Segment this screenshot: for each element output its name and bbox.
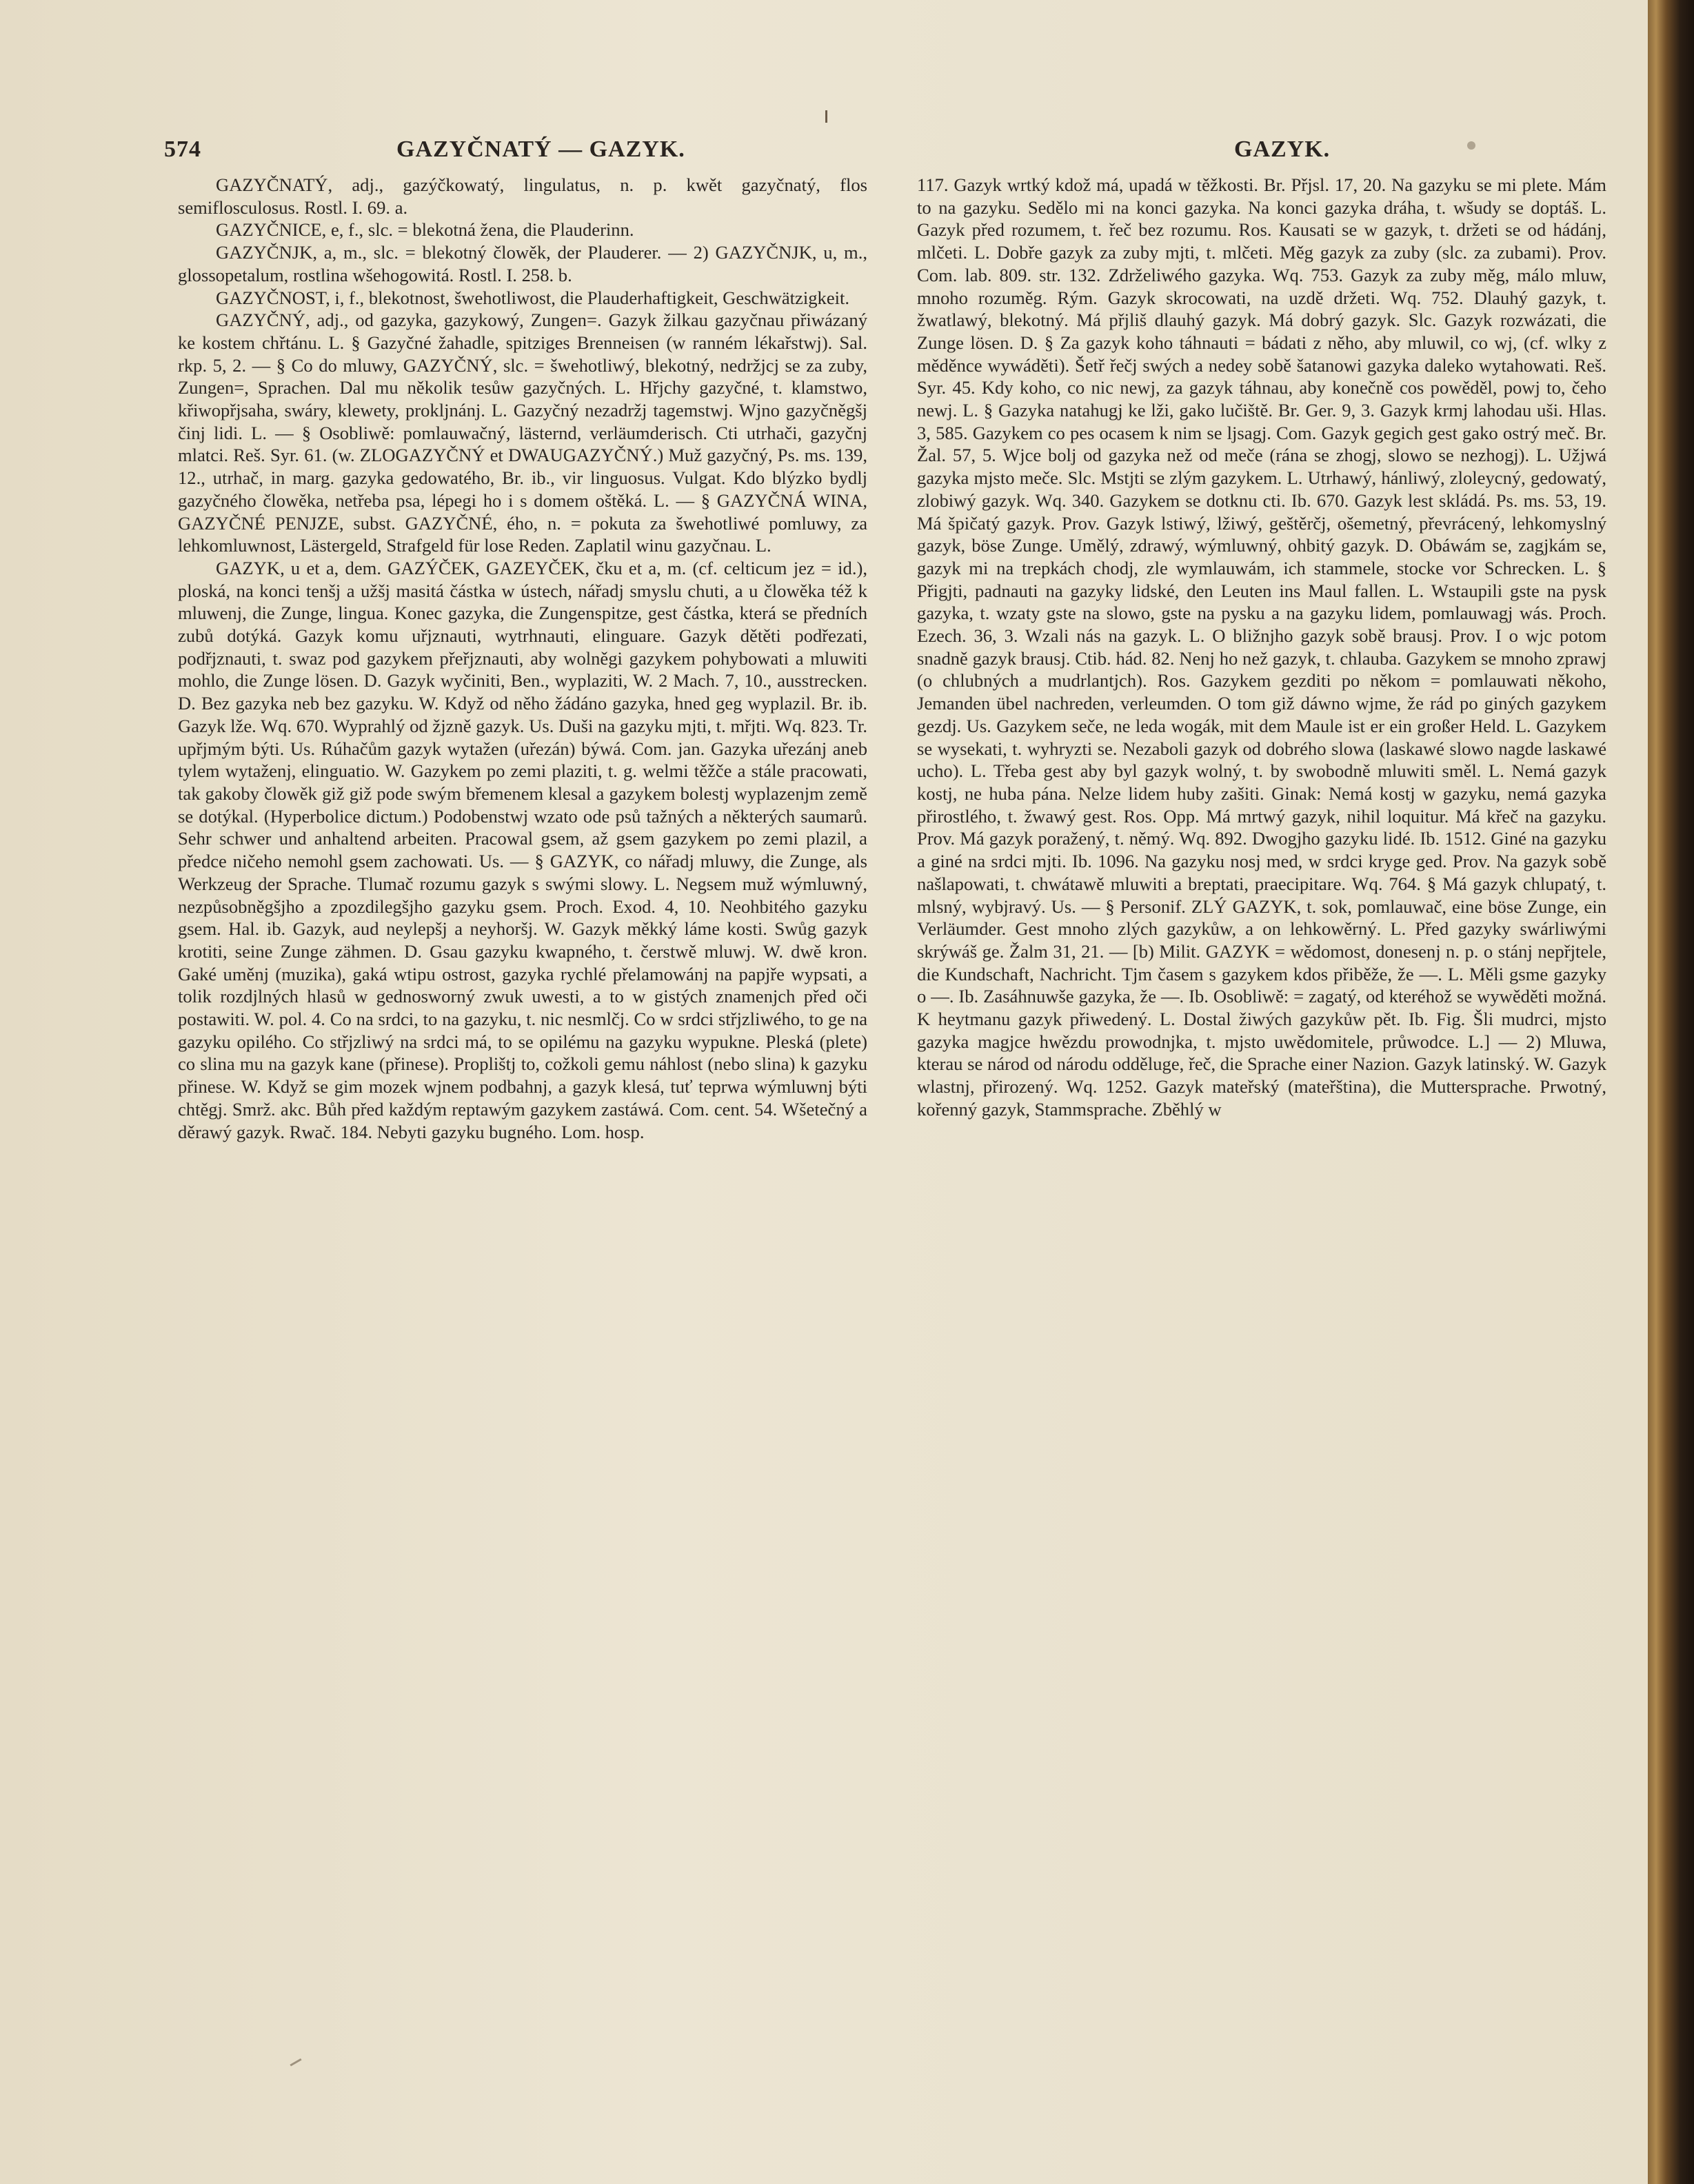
entry-gazycnice: GAZYČNICE, e, f., slc. = blekotná žena, die Plauderinn. xyxy=(216,219,634,241)
print-speck xyxy=(825,110,827,123)
book-spine-edge xyxy=(1648,0,1694,2184)
entry-gazycny: GAZYČNÝ, adj., od gazyka, gazykowý, Zungen=. Gazyk žilkau gazyčnau přiwázaný ke kostem chřtánu. L. § Gazyčné žahadle, spitziges Brenneisen (w ranném lékařstwj). Sal. rkp. 5, 2. — § Co do mluwy, GAZYČNÝ, slc. = šwehotliwý, blekotný, nedržjcj se za zuby, Zungen=, Sprachen. Dal mu několik tesůw gazyčných. L. Hřjchy gazyčné, t. klamstwo, křiwopřjsaha, swáry, klewety, prokljnánj. L. Gazyčný nezadržj tagemstwj. Wjno gazyčněgšj činj lidi. L. — § Osobliwě: pomlauwačný, lästernd, verläumderisch. Cti utrhači, gazyčnj mlatci. Reš. Syr. 61. (w. ZLOGAZYČNÝ et DWAUGAZYČNÝ.) Muž gazyčný, Ps. ms. 139, 12., utrhač, in marg. gazyka gedowatého, Br. ib., vir linguosus. Vulgat. Kdo blýzko bydlj gazyčného člowěka, netřeba psa, lépegi ho i s domem oštěká. L. — § GAZYČNÁ WINA, GAZYČNÉ PENJZE, subst. GAZYČNÉ, ého, n. = pokuta za šwehotliwé pomluwy, za lehkomluwnost, Lästergeld, Strafgeld für lose Reden. Zaplatil winu gazyčnau. L. xyxy=(178,310,867,556)
right-running-title: GAZYK. xyxy=(1234,136,1331,162)
entry-gazycnjk: GAZYČNJK, a, m., slc. = blekotný člowěk, der Plauderer. — 2) GAZYČNJK, u, m., glossopetalum, rostlina wšehogowitá. Rostl. I. 258. b. xyxy=(178,242,867,285)
page-number: 574 xyxy=(164,136,201,162)
right-column xyxy=(917,174,1606,1121)
entry-gazycnost: GAZYČNOST, i, f., blekotnost, šwehotliwost, die Plauderhaftigkeit, Geschwätzigkeit. xyxy=(216,287,850,308)
left-running-title: GAZYČNATÝ — GAZYK. xyxy=(396,136,685,162)
entry-gazycnaty: GAZYČNATÝ, adj., gazýčkowatý, lingulatus, n. p. kwět gazyčnatý, flos semiflosculosus. Rostl. I. 69. a. xyxy=(178,174,867,218)
ink-dot xyxy=(1467,141,1475,150)
left-column xyxy=(178,174,867,1143)
pencil-mark xyxy=(290,2059,301,2067)
entry-gazyk: GAZYK, u et a, dem. GAZÝČEK, GAZEYČEK, čku et a, m. (cf. celticum jez = id.), ploská, na konci tenšj a užšj masitá částka w ústech, nářadj smyslu chuti, a u člowěka též k mluwenj, die Zunge, lingua. Konec gazyka, die Zungenspitze, gest částka, která se předních zubů dotýká. Gazyk komu uřjznauti, wytrhnauti, elinguare. Gazyk dětěti podřezati, podřjznauti, t. swaz pod gazykem přeřjznauti, aby wolněgi gazykem pohybowati a mluwiti mohlo, die Zunge lösen. D. Gazyk wyčiniti, Ben., wyplaziti, W. 2 Mach. 7, 10., ausstrecken. D. Bez gazyka neb bez gazyku. W. Když od něho žádáno gazyka, hned geg wyplazil. Br. ib. Gazyk lže. Wq. 670. Wyprahlý od žjzně gazyk. Us. Duši na gazyku mjti, t. mřjti. Wq. 823. Tr. upřjmým býti. Us. Rúhačům gazyk wytažen (uřezán) býwá. Com. jan. Gazyka uřezánj aneb tylem wytaženj, elinguatio. W. Gazykem po zemi plaziti, t. g. welmi těžče a stále pracowati, tak gakoby člowěk giž giž pode swým břemenem klesal a gazykem bolestj wyplazenjm země se dotýkal. (Hyperbolice dictum.) Podobenstwj wzato ode psů tažných a některých saumarů. Sehr schwer und anhaltend arbeiten. Pracowal gsem, až gsem gazykem po zemi plazil, a předce ničeho nemohl gsem zachowati. Us. — § GAZYK, co nářadj mluwy, die Zunge, als Werkzeug der Sprache. Tlumač rozumu gazyk s swými slowy. L. Negsem muž wýmluwný, nezpůsobněgšjho a zpozdilegšjho gazyku gsem. Proch. Exod. 4, 10. Neohbitého gazyku gsem. Hal. ib. Gazyk, aud neylepšj a neyhoršj. W. Gazyk měkký láme kosti. Swůg gazyk krotiti, seine Zunge zähmen. D. Gsau gazyku kwapného, t. čerstwě mluwj. W. dwě kron. Gaké uměnj (muzika), gaká wtipu ostrost, gazyka rychlé přelamowánj na papjře wypsati, a tolik rozdjlných hlasů w gednosworný zwuk uwesti, a to w gistých znamenjch před oči postawiti. W. pol. 4. Co na srdci, to na gazyku, t. nic nesmlčj. Co w srdci střjzliwého, to ge na gazyku opilého. Co střjzliwý na srdci má, to se opilému na gazyku wypukne. Pleská (plete) co slina mu na gazyk kane (přinese). Proplištj to, cožkoli gemu náhlost (nebo slina) k gazyku přinese. W. Když se gim mozek wjnem podbahnj, a gazyk klesá, tuť teprwa wýmluwnj býti chtěgj. Smrž. akc. Bůh před každým reptawým gazykem zastáwá. Com. cent. 54. Wšetečný a děrawý gazyk. Rwač. 184. Nebyti gazyku bugného. Lom. hosp. xyxy=(178,557,867,1142)
entry-gazyk-continued: 117. Gazyk wrtký kdož má, upadá w těžkosti. Br. Přjsl. 17, 20. Na gazyku se mi plete. Mám to na gazyku. Sedělo mi na konci gazyka. Na konci gazyka dráha, t. wšudy se doptáš. L. Gazyk před rozumem, t. řeč bez rozumu. Ros. Kausati se w gazyk, t. držeti se od hádánj, mlčeti. L. Dobře gazyk za zuby mjti, t. mlčeti. Měg gazyk za zuby (slc. za zubami). Prov. Com. lab. 809. str. 132. Zdrželiwého gazyka. Wq. 753. Gazyk za zuby měg, málo mluw, mnoho rozuměg. Rým. Gazyk skrocowati, na uzdě držeti. Wq. 752. Dlauhý gazyk, t. žwatlawý, blekotný. Má přjliš dlauhý gazyk. Má dobrý gazyk. Slc. Gazyk rozwázati, die Zunge lösen. D. § Za gazyk koho táhnauti = bádati z něho, aby mluwil, co wj, (cf. wlky z měděnce wywáděti). Šetř řečj swých a nedey sobě šatanowi gazyka daleko wytahowati. Reš. Syr. 45. Kdy koho, co nic newj, za gazyk táhnau, aby konečně cos powěděl, powj to, čeho newj. L. § Gazyka natahugj ke lži, gako lučiště. Br. Ger. 9, 3. Gazyk krmj lahodau uši. Hlas. 3, 585. Gazykem co pes ocasem k nim se ljsagj. Com. Gazyk gegich gest gako ostrý meč. Br. Žal. 57, 5. Wjce bolj od gazyka než od meče (rána se zhogj, slowo se nezhogj). L. Užjwá gazyka mjsto meče. Slc. Mstjti se zlým gazykem. L. Utrhawý, hánliwý, zloleycný, gedowatý, zlobiwý gazyk. Wq. 340. Gazykem se dotknu cti. Ib. 670. Gazyk lest skládá. Ps. ms. 53, 19. Má špičatý gazyk. Prov. Gazyk lstiwý, lžiwý, geštěrčj, ošemetný, převrácený, lehkomyslný gazyk, böse Zunge. Umělý, zdrawý, wýmluwný, ohbitý gazyk. D. Obáwám se, zagjkám se, gazyk mi na trepkách chodj, zle wymlauwám, ich stammele, stocke vor Schrecken. L. § Přigjti, padnauti na gazyky lidské, den Leuten ins Maul fallen. L. Wstaupili gste na pysk gazyka, t. wzaty gste na slowo, gste na pysku a na gazyku lidem, pomlauwagj wás. Proch. Ezech. 36, 3. Wzali nás na gazyk. L. O bližnjho gazyk sobě brausj. Prov. I o wjc potom snadně gazyk brausj. Ctib. hád. 82. Nenj ho než gazyk, t. chlauba. Gazykem se mnoho zprawj (o chlubných a mudrlantjch). Ros. Gazykem gezditi po někom = pomlauwati někoho, Jemanden übel nachreden, verleumden. O tom giž dáwno wjme, že rád po giných gazykem gezdj. Us. Gazykem seče, ne leda wogák, mit dem Maule ist er ein großer Held. L. Gazykem se wysekati, t. wyhryzti se. Nezaboli gazyk od dobrého slowa (laskawé slowo nagde laskawé ucho). L. Třeba gest aby byl gazyk wolný, t. by swobodně mluwiti směl. L. Nemá gazyk kostj, ne huba pána. Nelze lidem huby zašiti. Ginak: Nemá kostj w gazyku, nemá gazyka přirostlého, t. žwawý gest. Ros. Opp. Má mrtwý gazyk, nihil loquitur. Má křeč na gazyku. Prov. Má gazyk poražený, t. němý. Wq. 892. Dwogjho gazyku lidé. Ib. 1512. Giné na gazyku a giné na srdci mjti. Ib. 1096. Na gazyku nosj med, w srdci kryge ged. Prov. Na gazyk sobě našlapowati, t. chwátawě mluwiti a breptati, praecipitare. Wq. 764. § Má gazyk chlupatý, t. mlsný, wybjravý. Us. — § Personif. ZLÝ GAZYK, t. sok, pomlauwač, eine böse Zunge, ein Verläumder. Gest mnoho zlých gazykůw, a on lehkowěrný. L. Před gazyky swárliwými skrýwáš ge. Žalm 31, 21. — [b) Milit. GAZYK = wědomost, donesenj n. p. o stánj nepřjtele, die Kundschaft, Nachricht. Tjm časem s gazykem kdos přiběže, že —. L. Měli gsme gazyky o —. Ib. Zasáhnuwše gazyka, že —. Ib. Osobliwě: = zagatý, od kteréhož se wywěděti možná. K heytmanu gazyk přiwedený. L. Dostal žiwých gazykůw pět. Ib. Fig. Šli mudrci, mjsto gazyka magjce hwězdu prowodnjka, t. mjsto uwědomitele, průwodce. L.] — 2) Mluwa, kterau se národ od národu odděluge, řeč, die Sprache einer Nazion. Gazyk latinský. W. Gazyk wlastnj, přirozený. Wq. 1252. Gazyk mateřský (mateřština), die Muttersprache. Prwotný, kořenný gazyk, Stammsprache. Zběhlý w xyxy=(917,174,1606,1120)
